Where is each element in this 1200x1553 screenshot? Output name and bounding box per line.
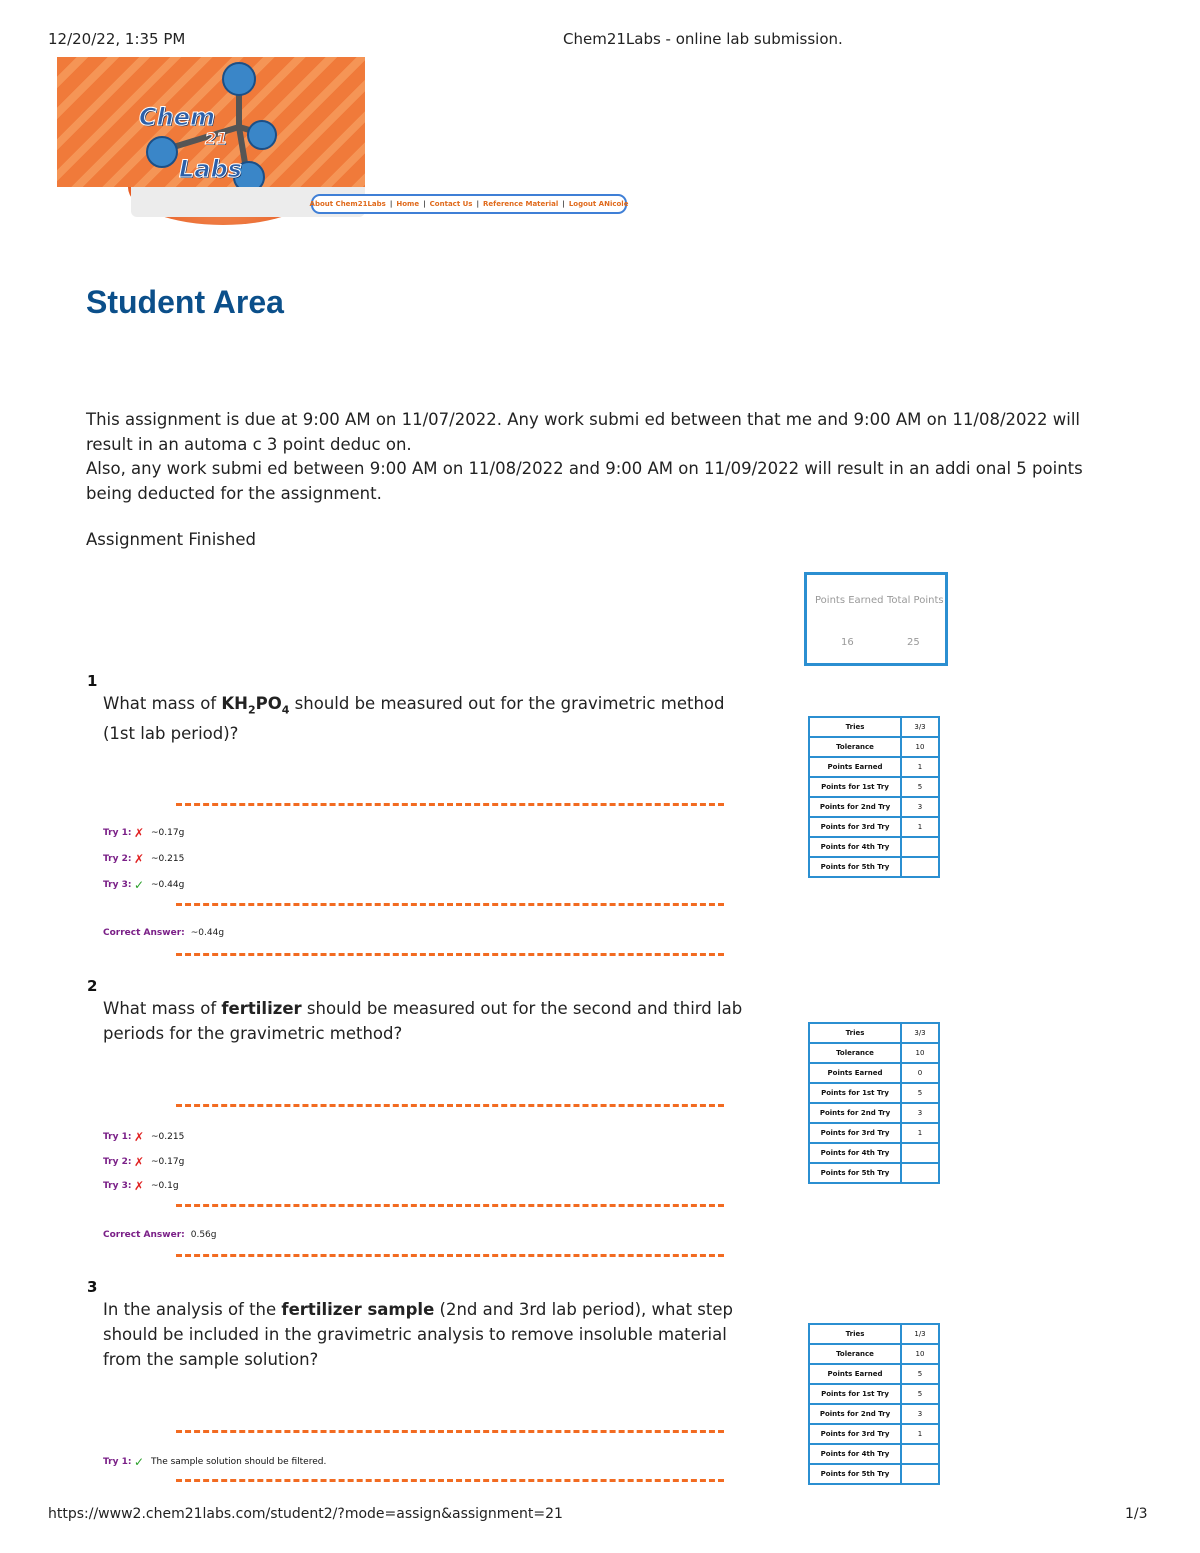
total-points-label: Total Points (887, 595, 944, 606)
logo-text-chem: Chem (139, 103, 215, 131)
wrong-icon: ✗ (134, 826, 145, 840)
nav-about[interactable]: About Chem21Labs (309, 200, 386, 208)
question-2-text: What mass of fertilizer should be measured out for the second and third lab (103, 999, 743, 1018)
wrong-icon: ✗ (134, 1130, 145, 1144)
logo-text-labs: Labs (179, 155, 242, 183)
wrong-icon: ✗ (134, 852, 145, 866)
divider (176, 1204, 724, 1207)
question-3-text-line2: should be included in the gravimetric analysis to remove insoluble material (103, 1325, 727, 1344)
due-notice-line2: result in an automa c 3 point deduc on. (86, 435, 412, 454)
question-1-try-2: Try 2: ✗ ~0.215 (103, 852, 185, 866)
question-3-text: In the analysis of the fertilizer sample (2nd and 3rd lab period), what step (103, 1300, 733, 1319)
question-3-number: 3 (87, 1278, 98, 1296)
wrong-icon: ✗ (134, 1155, 145, 1169)
divider (176, 1430, 724, 1433)
question-2-correct-answer: Correct Answer: 0.56g (103, 1230, 217, 1240)
nav-home[interactable]: Home (396, 200, 420, 208)
question-1-text-line2: (1st lab period)? (103, 724, 239, 743)
due-notice-line1: This assignment is due at 9:00 AM on 11/07/2022. Any work submi ed between that me and 9:00 AM on 11/08/2022 will (86, 410, 1080, 429)
question-3-score-table: Tries 1/3 Tolerance 10 Points Earned 5 Points for 1st Try 5 Points for 2nd Try 3 Points for 3rd Try 1 Points for 4th Try Points for 5th Try (808, 1323, 940, 1485)
question-3-text-line3: from the sample solution? (103, 1350, 319, 1369)
divider (176, 953, 724, 956)
divider (176, 1254, 724, 1257)
question-2-try-2: Try 2: ✗ ~0.17g (103, 1155, 185, 1169)
question-1-score-table: Tries 3/3 Tolerance 10 Points Earned 1 Points for 1st Try 5 Points for 2nd Try 3 Points for 3rd Try 1 Points for 4th Try Points for 5th Try (808, 716, 940, 878)
correct-icon: ✓ (134, 878, 145, 892)
print-url: https://www2.chem21labs.com/student2/?mode=assign&assignment=21 (48, 1506, 563, 1522)
question-1-correct-answer: Correct Answer: ~0.44g (103, 928, 225, 938)
question-1-try-1: Try 1: ✗ ~0.17g (103, 826, 185, 840)
question-1-number: 1 (87, 672, 98, 690)
logo-text-21: 21 (205, 129, 228, 148)
question-2-try-1: Try 1: ✗ ~0.215 (103, 1130, 185, 1144)
points-earned-label: Points Earned (815, 595, 884, 606)
top-nav: About Chem21Labs | Home | Contact Us | Reference Material | Logout ANicole (311, 194, 627, 214)
nav-logout[interactable]: Logout ANicole (568, 200, 629, 208)
question-1-try-3: Try 3: ✓ ~0.44g (103, 878, 185, 892)
divider (176, 1479, 724, 1482)
question-1-text: What mass of $KH_2PO_4$ should be measured out for the gravimetric method (103, 694, 725, 717)
points-earned-value: 16 (841, 637, 854, 648)
chem21labs-logo[interactable] (57, 57, 365, 187)
due-notice-line3: Also, any work submi ed between 9:00 AM on 11/08/2022 and 9:00 AM on 11/09/2022 will result in an addi onal 5 points (86, 459, 1083, 478)
question-2-score-table: Tries 3/3 Tolerance 10 Points Earned 0 Points for 1st Try 5 Points for 2nd Try 3 Points for 3rd Try 1 Points for 4th Try Points for 5th Try (808, 1022, 940, 1184)
question-3-try-1: Try 1: ✓ The sample solution should be filtered. (103, 1455, 327, 1469)
page-title: Student Area (86, 284, 284, 320)
divider (176, 803, 724, 806)
wrong-icon: ✗ (134, 1179, 145, 1193)
print-page-title: Chem21Labs - online lab submission. (563, 30, 843, 48)
due-notice-line4: being deducted for the assignment. (86, 484, 382, 503)
total-points-value: 25 (907, 637, 920, 648)
print-page-number: 1/3 (1125, 1506, 1148, 1522)
question-2-number: 2 (87, 977, 98, 995)
divider (176, 1104, 724, 1107)
assignment-status: Assignment Finished (86, 530, 256, 549)
question-2-try-3: Try 3: ✗ ~0.1g (103, 1179, 179, 1193)
score-summary (804, 572, 948, 666)
nav-reference[interactable]: Reference Material (483, 200, 559, 208)
divider (176, 903, 724, 906)
question-2-text-line2: periods for the gravimetric method? (103, 1024, 403, 1043)
nav-contact[interactable]: Contact Us (429, 200, 473, 208)
correct-icon: ✓ (134, 1455, 145, 1469)
print-datetime: 12/20/22, 1:35 PM (48, 30, 186, 48)
